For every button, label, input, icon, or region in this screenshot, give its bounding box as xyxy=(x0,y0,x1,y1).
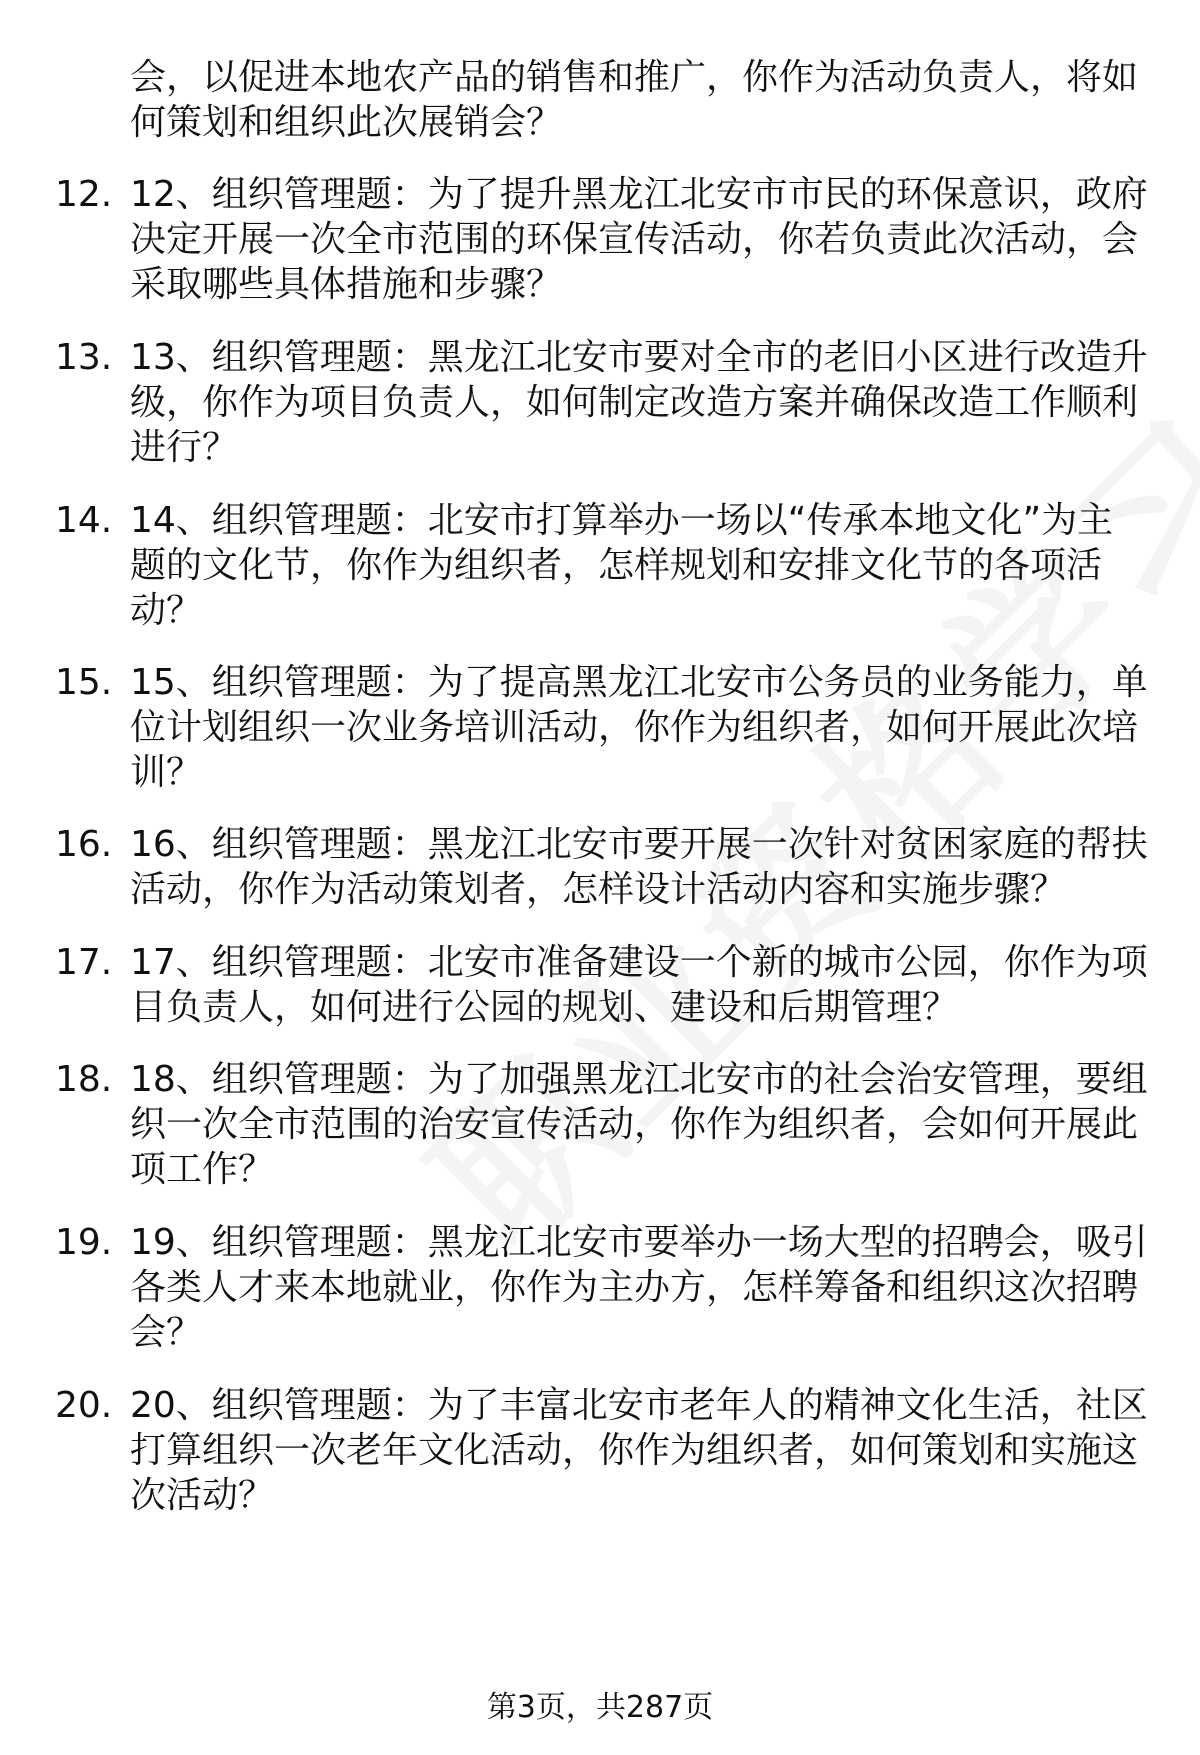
question-number: 15. xyxy=(55,662,113,703)
question-line: 位计划组织一次业务培训活动，你作为组织者，如何开展此次培 xyxy=(130,707,1139,748)
question-line: 17、组织管理题：北安市准备建设一个新的城市公园，你作为项 xyxy=(130,942,1148,983)
page-footer: 第3页，共287页 xyxy=(486,1690,714,1725)
question-line: 级，你作为项目负责人，如何制定改造方案并确保改造工作顺利 xyxy=(130,382,1139,423)
question-line: 各类人才来本地就业，你作为主办方，怎样筹备和组织这次招聘 xyxy=(130,1267,1139,1308)
continuation-line: 会，以促进本地农产品的销售和推广，你作为活动负责人，将如 xyxy=(130,57,1139,98)
question-line: 采取哪些具体措施和步骤？ xyxy=(130,264,563,305)
question-line: 18、组织管理题：为了加强黑龙江北安市的社会治安管理，要组 xyxy=(130,1059,1148,1100)
question-line: 动？ xyxy=(130,590,203,631)
question-line: 打算组织一次老年文化活动，你作为组织者，如何策划和实施这 xyxy=(130,1430,1139,1471)
question-line: 项工作？ xyxy=(130,1149,275,1190)
question-line: 16、组织管理题：黑龙江北安市要开展一次针对贫困家庭的帮扶 xyxy=(130,824,1148,865)
question-number: 17. xyxy=(55,942,113,983)
question-number: 18. xyxy=(55,1059,113,1100)
question-line: 训？ xyxy=(130,752,203,793)
question-line: 19、组织管理题：黑龙江北安市要举办一场大型的招聘会，吸引 xyxy=(130,1222,1148,1263)
question-line: 13、组织管理题：黑龙江北安市要对全市的老旧小区进行改造升 xyxy=(130,337,1148,378)
question-line: 次活动？ xyxy=(130,1475,275,1516)
question-number: 14. xyxy=(55,500,113,541)
question-line: 14、组织管理题：北安市打算举办一场以“传承本地文化”为主 xyxy=(130,500,1114,541)
question-line: 题的文化节，你作为组织者，怎样规划和安排文化节的各项活 xyxy=(130,545,1103,586)
question-line: 决定开展一次全市范围的环保宣传活动，你若负责此次活动，会 xyxy=(130,219,1139,260)
question-line: 12、组织管理题：为了提升黑龙江北安市市民的环保意识，政府 xyxy=(130,174,1148,215)
question-number: 16. xyxy=(55,824,113,865)
question-number: 13. xyxy=(55,337,113,378)
question-number: 19. xyxy=(55,1222,113,1263)
question-number: 12. xyxy=(55,174,113,215)
question-line: 目负责人，如何进行公园的规划、建设和后期管理？ xyxy=(130,987,959,1028)
question-number: 20. xyxy=(55,1385,113,1426)
question-line: 活动，你作为活动策划者，怎样设计活动内容和实施步骤？ xyxy=(130,869,1067,910)
question-line: 织一次全市范围的治安宣传活动，你作为组织者，会如何开展此 xyxy=(130,1104,1139,1145)
question-line: 进行？ xyxy=(130,427,239,468)
question-line: 会？ xyxy=(130,1312,203,1353)
question-line: 15、组织管理题：为了提高黑龙江北安市公务员的业务能力，单 xyxy=(130,662,1148,703)
question-line: 20、组织管理题：为了丰富北安市老年人的精神文化生活，社区 xyxy=(130,1385,1148,1426)
continuation-line: 何策划和组织此次展销会？ xyxy=(130,102,563,143)
